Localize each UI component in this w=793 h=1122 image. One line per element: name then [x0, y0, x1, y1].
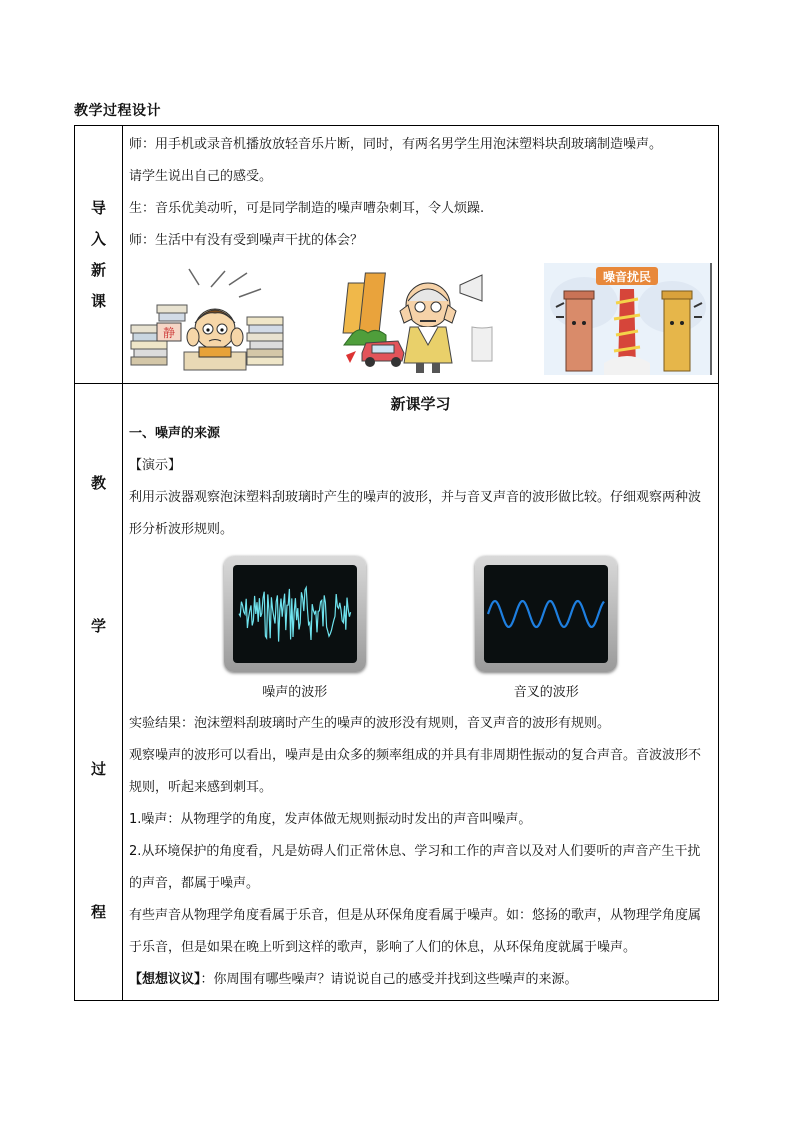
intro-images: [129, 257, 712, 379]
noise-observation: 观察噪声的波形可以看出，噪声是由众多的频率组成的并具有非周期性振动的复合声音。音波波形不规则，听起来感到刺耳。: [129, 748, 702, 795]
experiment-result: 实验结果：泡沫塑料刮玻璃时产生的噪声的波形没有规则，音叉声音的波形有规则。: [129, 716, 611, 731]
noise-disturbs-people-illustration: [544, 263, 712, 375]
think-text: ：你周围有哪些噪声？请说说自己的感受并找到这些噪声的来源。: [200, 972, 578, 987]
oscilloscope-screen: [484, 565, 608, 663]
process-label-char: 程: [90, 903, 106, 921]
fork-wave-line: [488, 601, 604, 627]
page-heading: 教学过程设计: [74, 103, 161, 119]
quiet-sign-text: 静: [162, 326, 176, 340]
section-title: 新课学习: [390, 395, 451, 413]
noise-banner-text: 噪音扰民: [602, 270, 652, 284]
think-tag: 【想想议议】: [129, 972, 201, 987]
process-label-char: 学: [90, 617, 106, 635]
intro-label-char: 新: [90, 260, 106, 279]
fork-waveform-figure: [475, 556, 617, 708]
think-discuss: [129, 964, 712, 996]
noise-caption: 噪声的波形: [262, 685, 328, 700]
oscilloscope-frame: [224, 556, 366, 672]
process-content: [123, 384, 719, 1001]
process-row: [75, 384, 719, 1001]
fork-caption: 音叉的波形: [513, 685, 579, 700]
old-man-noise-illustration: [332, 267, 502, 375]
intro-line: 请学生说出自己的感受。: [129, 169, 273, 184]
demo-text: 利用示波器观察泡沫塑料刮玻璃时产生的噪声的波形，并与音叉声音的波形做比较。仔细观察两种波形分析波形规则。: [129, 490, 702, 537]
process-label-char: 过: [90, 760, 106, 778]
subtitle: 一、噪声的来源: [129, 426, 221, 441]
noise-waveform: [233, 565, 357, 663]
process-label: [75, 384, 123, 1001]
definition-environment: 2.从环境保护的角度看，凡是妨碍人们正常休息、学习和工作的声音以及对人们要听的声音产生干扰的声音，都属于噪声。: [129, 844, 701, 891]
noise-wave-line: [239, 588, 351, 642]
example-paragraph: 有些声音从物理学角度看属于乐音，但是从环保角度看属于噪声。如：悠扬的歌声，从物理学角度属于乐音，但是如果在晚上听到这样的歌声，影响了人们的休息，从环保角度就属于噪声。: [129, 908, 702, 955]
lesson-table: [74, 125, 719, 1001]
noise-waveform-figure: [224, 556, 366, 708]
demo-tag: 【演示】: [129, 458, 182, 473]
oscilloscope-screen: [233, 565, 357, 663]
fork-waveform: [484, 565, 608, 663]
intro-line: 师：生活中有没有受到噪声干扰的体会？: [129, 233, 364, 248]
intro-line: 师：用手机或录音机播放放轻音乐片断，同时，有两名男学生用泡沫塑料块刮玻璃制造噪声。: [129, 137, 663, 152]
oscilloscope-figures: [129, 546, 712, 708]
intro-label-char: 入: [90, 229, 106, 248]
intro-label-char: 课: [90, 291, 106, 310]
intro-line: 生：音乐优美动听，可是同学制造的噪声嘈杂刺耳，令人烦躁.: [129, 201, 485, 216]
intro-content: [123, 126, 719, 384]
intro-label-char: 导: [90, 198, 106, 217]
oscilloscope-frame: [475, 556, 617, 672]
process-label-char: 教: [90, 474, 106, 492]
intro-label: [75, 126, 123, 384]
intro-row: [75, 126, 719, 384]
definition-physics: 1.噪声：从物理学的角度，发声体做无规则振动时发出的声音叫噪声。: [129, 812, 532, 827]
student-books-illustration: [129, 267, 289, 375]
